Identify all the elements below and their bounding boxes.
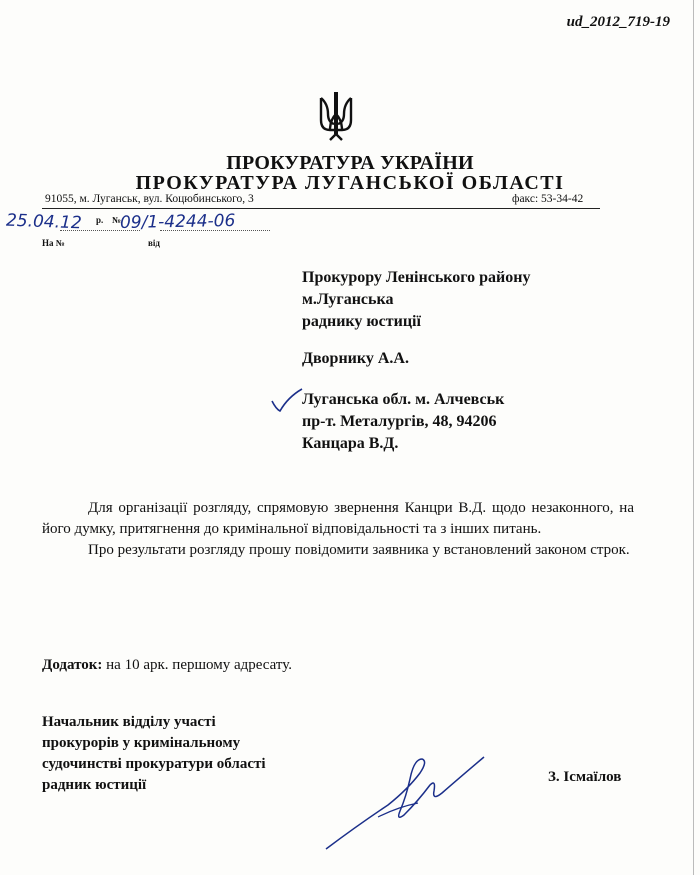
header-divider xyxy=(42,208,600,209)
org-address: 91055, м. Луганськ, вул. Коцюбинського, 3 xyxy=(45,193,254,205)
attachment-note xyxy=(42,657,292,674)
label-reply-to-number: На № xyxy=(42,238,65,248)
handwritten-signature-icon xyxy=(318,745,488,855)
org-title-region: ПРОКУРАТУРА ЛУГАНСЬКОЇ ОБЛАСТІ xyxy=(135,172,565,194)
label-number: № xyxy=(112,215,122,225)
applicant-address-line2: пр-т. Металургів, 48, 94206 xyxy=(302,413,497,430)
signer-name: З. Ісмаїлов xyxy=(548,769,622,785)
handwritten-date: 25.04.12 xyxy=(5,210,83,234)
letter-body xyxy=(42,498,634,561)
applicant-name: Канцара В.Д. xyxy=(302,435,399,452)
recipient-name: Дворнику А.А. xyxy=(302,350,409,367)
org-fax: факс: 53-34-42 xyxy=(512,193,584,205)
signer-title-line3: судочинстві прокуратури області xyxy=(42,756,266,772)
signer-title-line4: радник юстиції xyxy=(42,777,147,793)
page-edge xyxy=(693,0,694,875)
trident-emblem-icon xyxy=(316,90,356,142)
signer-title-line2: прокурорів у кримінальному xyxy=(42,735,241,751)
handwritten-check-icon xyxy=(270,387,304,413)
handwritten-number: 09/1-4244-06 xyxy=(119,210,236,234)
signer-title-line1: Начальник відділу участі xyxy=(42,714,216,730)
signature-block xyxy=(42,712,266,796)
org-title-ukraine: ПРОКУРАТУРА УКРАЇНИ xyxy=(226,152,474,174)
body-paragraph-2: Про результати розгляду прошу повідомити заявника у встановлений законом строк. xyxy=(88,542,630,558)
attachment-label: Додаток: xyxy=(42,657,103,673)
label-year: р. xyxy=(96,215,104,225)
recipient-city: м.Луганська xyxy=(302,291,394,308)
label-from: від xyxy=(148,238,160,248)
body-paragraph-1: Для організації розгляду, спрямовую звернення Канцри В.Д. щодо незаконного, на його думку, притягнення до кримінальної відповідальності та з інших питань. xyxy=(42,500,634,537)
applicant-address-line1: Луганська обл. м. Алчевськ xyxy=(302,391,505,408)
document-id: ud_2012_719-19 xyxy=(566,14,670,30)
recipient-rank: раднику юстиції xyxy=(302,313,421,330)
recipient-position: Прокурору Ленінського району xyxy=(302,269,531,286)
attachment-text: на 10 арк. першому адресату. xyxy=(102,657,293,673)
